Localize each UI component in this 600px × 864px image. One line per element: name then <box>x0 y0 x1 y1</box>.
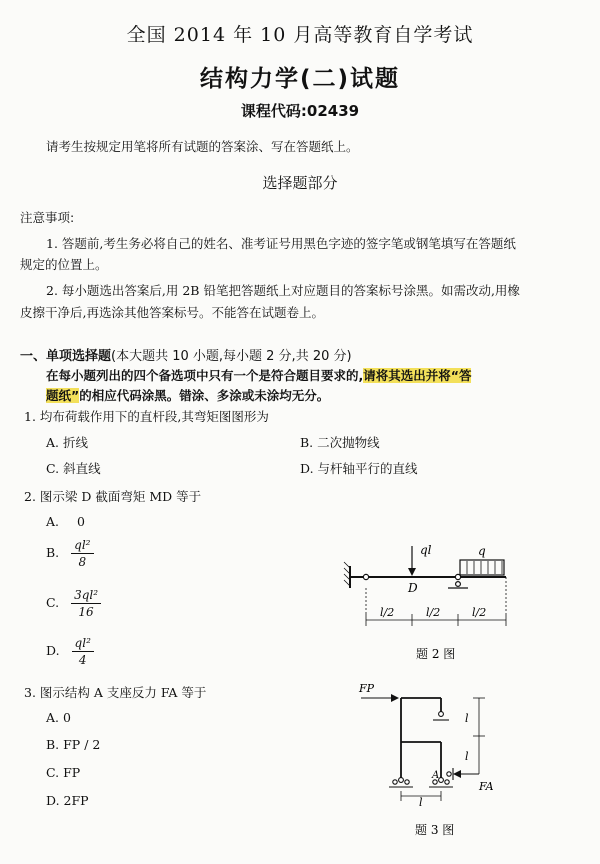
point-load-label: ql <box>420 543 432 557</box>
left-support-roller-2 <box>405 780 409 784</box>
q3-option-b: B. FP / 2 <box>46 737 101 752</box>
q2-option-a-value: 0 <box>77 514 85 529</box>
support-a-label: A <box>432 770 440 781</box>
exam-title: 全国 2014 年 10 月高等教育自学考试 <box>126 24 474 46</box>
part1-instruction-d: 的相应代码涂黑。错涂、多涂或未涂均无分。 <box>79 388 330 403</box>
part1-instruction-b: 请将其选出并将“答 <box>363 368 472 383</box>
fraction-numerator: 3ql² <box>71 588 101 604</box>
subject-title: 结构力学(二)试题 <box>199 66 401 92</box>
dimension-label-3: l/2 <box>472 606 487 619</box>
part1-instruction-line-1 <box>46 366 471 384</box>
support-a-pin <box>439 778 444 783</box>
left-support-roller-1 <box>393 780 397 784</box>
notice-item-1-line-1: 1. 答题前,考生务必将自己的姓名、准考证号用黑色字迹的签字笔或钢笔填写在答题纸 <box>46 236 516 251</box>
figure-3-caption: 题 3 图 <box>415 823 455 837</box>
q2-option-c <box>46 588 101 619</box>
q3-frame-figure <box>355 678 505 842</box>
q3-option-d: D. 2FP <box>46 793 89 808</box>
fraction-denominator: 4 <box>78 653 87 667</box>
section-d-label: D <box>408 581 418 595</box>
q2-option-c-letter: C. <box>46 595 60 610</box>
q2-beam-figure <box>330 530 530 670</box>
course-code: 课程代码:02439 <box>240 102 360 120</box>
bottom-left-pin <box>399 778 404 783</box>
q2-option-a <box>46 514 85 529</box>
q1-stem: 1. 均布荷载作用下的直杆段,其弯矩图图形为 <box>24 409 269 424</box>
part1-heading-note: (本大题共 10 小题,每小题 2 分,共 20 分) <box>111 349 352 364</box>
figure-2-caption: 题 2 图 <box>416 647 456 661</box>
dimension-label-1: l/2 <box>380 606 395 619</box>
intro-text: 请考生按规定用笔将所有试题的答案涂、写在答题纸上。 <box>46 139 359 154</box>
notice-item-2-line-2: 皮擦干净后,再选涂其他答案标号。不能答在试题卷上。 <box>20 305 324 320</box>
notice-item-2-line-1: 2. 每小题选出答案后,用 2B 铅笔把答题纸上对应题目的答案标号涂黑。如需改动,用橡 <box>46 283 520 298</box>
q1-option-d: D. 与杆轴平行的直线 <box>300 461 418 476</box>
force-arrowhead <box>391 694 399 702</box>
fraction-numerator: ql² <box>72 636 94 652</box>
top-support-pin <box>439 712 444 717</box>
hinge-left <box>363 574 368 579</box>
q2-option-b-fraction <box>71 538 93 569</box>
q2-option-a-letter: A. <box>46 514 60 529</box>
q3-option-a: A. 0 <box>46 710 71 725</box>
q1-option-b: B. 二次抛物线 <box>300 435 380 450</box>
dimension-label-2: l/2 <box>426 606 441 619</box>
q3-stem: 3. 图示结构 A 支座反力 FA 等于 <box>24 685 207 700</box>
dim-h1-label: l <box>465 712 469 725</box>
section-title: 选择题部分 <box>262 174 338 192</box>
support-a-roller-2 <box>445 780 449 784</box>
part1-instruction-line-2 <box>46 386 329 404</box>
q3-option-c: C. FP <box>46 765 81 780</box>
part1-heading-row <box>20 345 352 364</box>
fraction-numerator: ql² <box>71 538 93 554</box>
q2-stem: 2. 图示梁 D 截面弯矩 MD 等于 <box>24 489 202 504</box>
q2-option-b-letter: B. <box>46 545 60 560</box>
q1-option-c: C. 斜直线 <box>46 461 101 476</box>
distributed-load-label: q <box>478 544 486 558</box>
q2-option-d <box>46 636 94 667</box>
roller-support <box>456 582 461 587</box>
part1-instruction-c: 题纸” <box>46 388 80 403</box>
q2-option-c-fraction <box>71 588 101 619</box>
part1-heading: 一、单项选择题 <box>20 349 112 364</box>
dim-h2-label: l <box>465 750 469 763</box>
reaction-label: FA <box>479 780 494 793</box>
reaction-arrowhead <box>453 770 461 778</box>
point-load-arrowhead <box>408 568 416 576</box>
fraction-denominator: 8 <box>78 555 87 569</box>
q2-option-b <box>46 538 94 569</box>
distributed-load-arrows <box>467 561 502 574</box>
side-roller <box>447 772 451 776</box>
fraction-denominator: 16 <box>78 605 94 619</box>
force-label: FP <box>359 682 375 695</box>
dim-w-label: l <box>419 796 423 809</box>
q2-option-d-letter: D. <box>46 643 60 658</box>
notice-item-1-line-2: 规定的位置上。 <box>20 257 108 272</box>
q1-option-a: A. 折线 <box>46 435 88 450</box>
q2-option-d-fraction <box>72 636 94 667</box>
notice-heading: 注意事项: <box>20 210 75 225</box>
part1-instruction-a: 在每小题列出的四个备选项中只有一个是符合题目要求的, <box>46 368 364 383</box>
